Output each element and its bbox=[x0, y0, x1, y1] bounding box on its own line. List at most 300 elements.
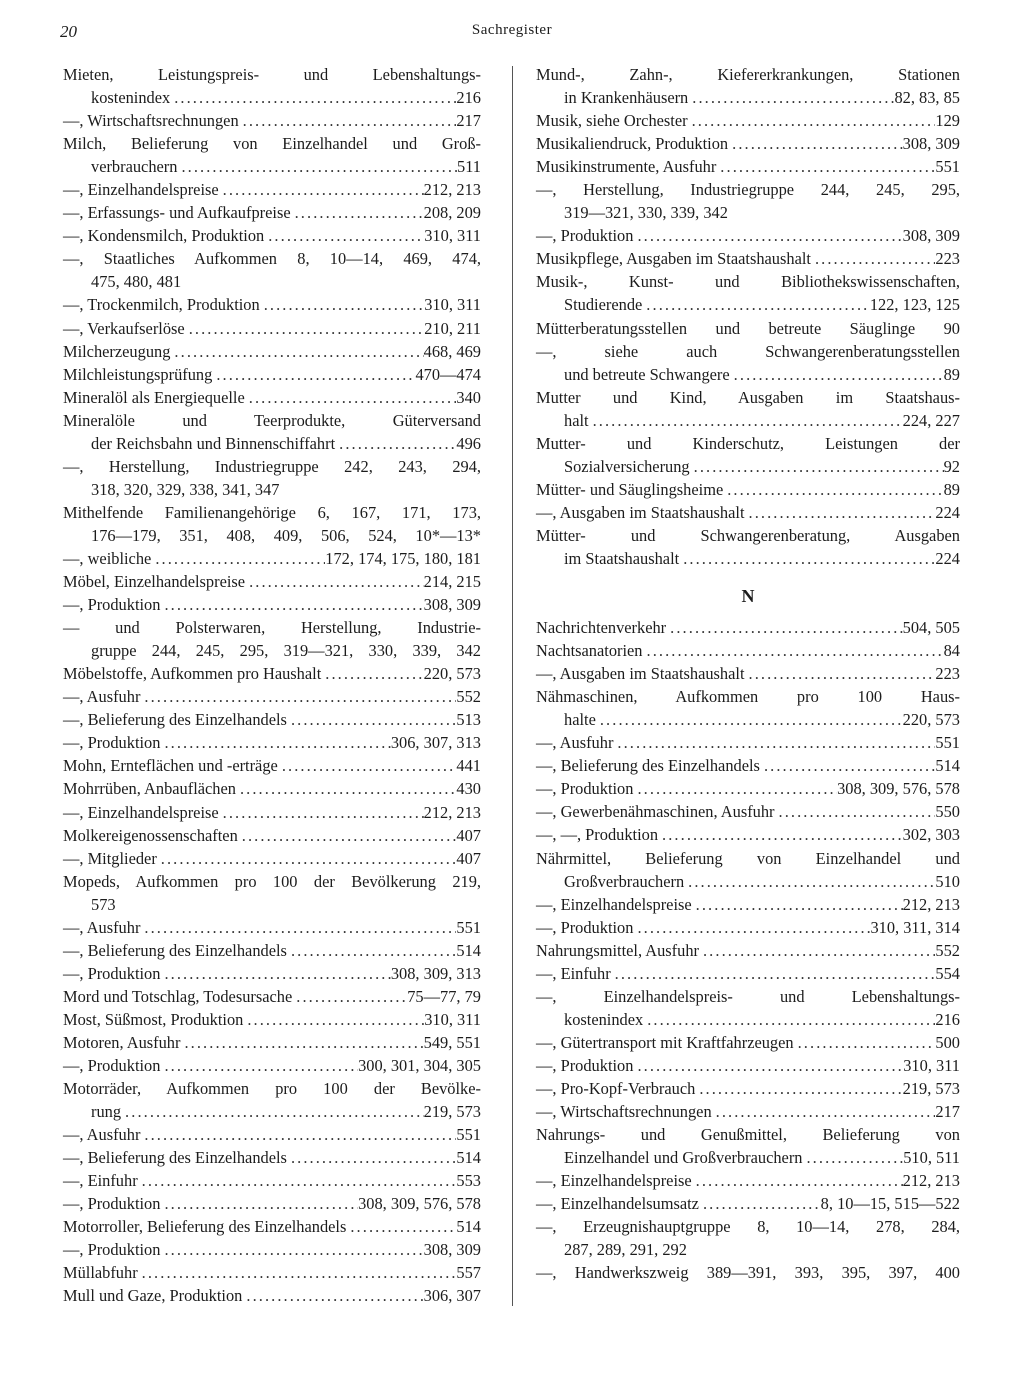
page-reference: 468, 469 bbox=[423, 341, 481, 361]
page-reference: 407 bbox=[456, 825, 481, 845]
index-entry bbox=[63, 1238, 481, 1261]
entry-term: Mütter- und Schwangerenberatung, Ausgaben bbox=[536, 525, 960, 545]
index-line bbox=[536, 939, 960, 962]
entry-term: —, Herstellung, Industriegruppe 244, 245, 295, bbox=[536, 180, 960, 200]
index-line bbox=[536, 524, 960, 547]
dot-leader bbox=[160, 593, 423, 616]
index-entry bbox=[536, 63, 960, 109]
index-line bbox=[63, 1100, 481, 1123]
page-reference: 219, 573 bbox=[423, 1102, 481, 1122]
page-reference: 308, 309, 576, 578 bbox=[837, 779, 960, 799]
entry-term: Mineralöl als Energiequelle bbox=[63, 387, 245, 407]
dot-leader bbox=[160, 962, 390, 985]
index-line bbox=[63, 962, 481, 985]
index-entry bbox=[536, 685, 960, 731]
index-entry bbox=[536, 1031, 960, 1054]
entry-term: Mütter- und Säuglingsheime bbox=[536, 479, 724, 499]
dot-leader bbox=[157, 847, 457, 870]
entry-term: —, siehe auch Schwangerenberatungsstellen bbox=[536, 341, 960, 361]
page-reference: 554 bbox=[935, 963, 960, 983]
entry-term: Mutter- und Kinderschutz, Leistungen der bbox=[536, 433, 960, 453]
index-line bbox=[536, 823, 960, 846]
section-m-continued bbox=[536, 63, 960, 570]
entry-term: 573 bbox=[91, 894, 116, 914]
dot-leader bbox=[802, 1146, 903, 1169]
page-reference: 224 bbox=[935, 548, 960, 568]
index-line bbox=[536, 1077, 960, 1100]
entry-term: —, Einzelhandelspreise bbox=[536, 1171, 692, 1191]
entry-term: —, Produktion bbox=[536, 779, 634, 799]
entry-term: Mull und Gaze, Produktion bbox=[63, 1286, 243, 1306]
index-entry bbox=[536, 524, 960, 570]
dot-leader bbox=[346, 1215, 456, 1238]
page-reference: 510 bbox=[935, 871, 960, 891]
dot-leader bbox=[811, 247, 935, 270]
entry-term: im Staatshaushalt bbox=[564, 548, 680, 568]
entry-term: —, Produktion bbox=[536, 226, 634, 246]
index-entry bbox=[536, 847, 960, 893]
entry-term: Mieten, Leistungspreis- und Lebenshaltungs- bbox=[63, 65, 481, 84]
index-line bbox=[63, 155, 481, 178]
dot-leader bbox=[260, 293, 425, 316]
index-line bbox=[536, 109, 960, 132]
index-entry bbox=[536, 777, 960, 800]
entry-term: Möbel, Einzelhandelspreise bbox=[63, 572, 246, 592]
page-reference: 306, 307, 313 bbox=[390, 733, 481, 753]
index-line bbox=[536, 893, 960, 916]
index-line bbox=[536, 178, 960, 201]
left-column bbox=[63, 63, 481, 1308]
index-line bbox=[63, 1146, 481, 1169]
index-line bbox=[63, 317, 481, 340]
entry-term: Mopeds, Aufkommen pro 100 der Bevölkerung 219, bbox=[63, 871, 481, 891]
index-line bbox=[63, 870, 481, 893]
index-entry bbox=[536, 985, 960, 1031]
page-reference: 504, 505 bbox=[902, 618, 960, 638]
entry-term: Mithelfende Familienangehörige 6, 167, 171, 173, bbox=[63, 502, 481, 522]
entry-term: Milchleistungsprüfung bbox=[63, 364, 213, 384]
dot-leader bbox=[242, 1284, 423, 1307]
dot-leader bbox=[140, 1123, 456, 1146]
entry-term: —, Staatliches Aufkommen 8, 10—14, 469, 474, bbox=[63, 249, 481, 269]
entry-term: der Reichsbahn und Binnenschiffahrt bbox=[91, 433, 336, 453]
index-entry bbox=[536, 916, 960, 939]
index-entry bbox=[536, 432, 960, 478]
index-entry bbox=[63, 132, 481, 178]
entry-term: —, Produktion bbox=[63, 1194, 161, 1214]
index-entry bbox=[63, 847, 481, 870]
entry-term: —, Ausfuhr bbox=[536, 733, 614, 753]
index-entry bbox=[63, 708, 481, 731]
index-line bbox=[536, 1146, 960, 1169]
entry-term: kostenindex bbox=[91, 88, 171, 108]
dot-leader bbox=[160, 1054, 358, 1077]
dot-leader bbox=[278, 754, 457, 777]
index-line bbox=[63, 1077, 481, 1100]
entry-term: —, Produktion bbox=[536, 917, 634, 937]
index-entry bbox=[536, 247, 960, 270]
dot-leader bbox=[140, 916, 456, 939]
index-entry bbox=[63, 570, 481, 593]
page-reference: 223 bbox=[935, 249, 960, 269]
index-entry bbox=[63, 801, 481, 824]
dot-leader bbox=[138, 1261, 457, 1284]
page-reference: 552 bbox=[935, 940, 960, 960]
dot-leader bbox=[695, 1077, 902, 1100]
page-reference: 216 bbox=[456, 88, 481, 108]
index-entry bbox=[63, 754, 481, 777]
index-line bbox=[536, 432, 960, 455]
page-reference: 89 bbox=[943, 479, 960, 499]
entry-term: —, Belieferung des Einzelhandels bbox=[63, 710, 287, 730]
index-line bbox=[63, 247, 481, 270]
index-line bbox=[63, 1192, 481, 1215]
index-line bbox=[63, 685, 481, 708]
page-reference: 514 bbox=[935, 756, 960, 776]
index-line bbox=[536, 201, 960, 224]
index-entry bbox=[63, 777, 481, 800]
entry-term: Mohrrüben, Anbauflächen bbox=[63, 779, 236, 799]
dot-leader bbox=[170, 86, 456, 109]
page-reference: 212, 213 bbox=[902, 894, 960, 914]
index-entry bbox=[63, 962, 481, 985]
entry-term: —, Pro-Kopf-Verbrauch bbox=[536, 1078, 696, 1098]
entry-term: —, Einzelhandelspreis- und Lebenshaltungs- bbox=[536, 986, 960, 1006]
entry-term: Mord und Totschlag, Todesursache bbox=[63, 986, 293, 1006]
entry-term: rung bbox=[91, 1102, 122, 1122]
index-line bbox=[536, 1008, 960, 1031]
index-line bbox=[536, 1238, 960, 1261]
dot-leader bbox=[699, 939, 935, 962]
index-line bbox=[63, 708, 481, 731]
index-entry bbox=[63, 1077, 481, 1123]
dot-leader bbox=[745, 501, 936, 524]
index-line bbox=[63, 662, 481, 685]
entry-term: 176—179, 351, 408, 409, 506, 524, 10*—13* bbox=[91, 525, 481, 545]
index-entry bbox=[536, 662, 960, 685]
entry-term: —, Einfuhr bbox=[536, 963, 611, 983]
page-number: 20 bbox=[60, 22, 77, 41]
page-reference: 216 bbox=[935, 1009, 960, 1029]
page-reference: 514 bbox=[456, 1148, 481, 1168]
dot-leader bbox=[335, 432, 456, 455]
entry-term: —, Belieferung des Einzelhandels bbox=[536, 756, 760, 776]
page-reference: 300, 301, 304, 305 bbox=[358, 1056, 481, 1076]
dot-leader bbox=[589, 409, 903, 432]
index-line bbox=[63, 1215, 481, 1238]
page-reference: 308, 309 bbox=[423, 1240, 481, 1260]
page-reference: 214, 215 bbox=[423, 572, 481, 592]
index-line bbox=[63, 639, 481, 662]
index-line bbox=[63, 132, 481, 155]
dot-leader bbox=[643, 639, 944, 662]
index-entry bbox=[536, 1100, 960, 1123]
index-line bbox=[536, 1054, 960, 1077]
dot-leader bbox=[180, 1031, 423, 1054]
page-reference: 308, 309 bbox=[902, 226, 960, 246]
dot-leader bbox=[212, 363, 415, 386]
index-entry bbox=[536, 317, 960, 340]
page-reference: 310, 311 bbox=[424, 295, 481, 315]
index-line bbox=[536, 340, 960, 363]
entry-term: —, Wirtschaftsrechnungen bbox=[536, 1102, 712, 1122]
index-line bbox=[536, 708, 960, 731]
dot-leader bbox=[264, 224, 424, 247]
page-reference: 129 bbox=[935, 111, 960, 131]
entry-term: Mutter und Kind, Ausgaben im Staatshaus- bbox=[536, 387, 960, 407]
index-line bbox=[536, 870, 960, 893]
page-reference: 510, 511 bbox=[903, 1148, 960, 1168]
index-entry bbox=[536, 155, 960, 178]
dot-leader bbox=[633, 916, 870, 939]
dot-leader bbox=[219, 801, 424, 824]
index-entry bbox=[63, 593, 481, 616]
entry-term: —, Einzelhandelspreise bbox=[63, 180, 219, 200]
page-reference: 220, 573 bbox=[423, 664, 481, 684]
index-line bbox=[536, 985, 960, 1008]
dot-leader bbox=[291, 201, 424, 224]
page-reference: 210, 211 bbox=[424, 318, 481, 338]
index-entry bbox=[63, 985, 481, 1008]
index-line bbox=[63, 985, 481, 1008]
index-entry bbox=[63, 1169, 481, 1192]
entry-term: Musikpflege, Ausgaben im Staatshaushalt bbox=[536, 249, 811, 269]
page-reference: 557 bbox=[456, 1263, 481, 1283]
dot-leader bbox=[160, 731, 390, 754]
index-line bbox=[536, 1215, 960, 1238]
running-head: Sachregister bbox=[471, 22, 553, 38]
entry-term: 319—321, 330, 339, 342 bbox=[564, 203, 728, 223]
index-entry bbox=[536, 501, 960, 524]
dot-leader bbox=[596, 708, 903, 731]
dot-leader bbox=[177, 155, 457, 178]
index-entry bbox=[63, 870, 481, 916]
index-entry bbox=[536, 893, 960, 916]
index-entry bbox=[63, 824, 481, 847]
index-entry bbox=[63, 1192, 481, 1215]
index-entry bbox=[63, 916, 481, 939]
index-entry bbox=[536, 1261, 960, 1284]
index-line bbox=[63, 847, 481, 870]
index-line bbox=[63, 893, 481, 916]
dot-leader bbox=[185, 317, 425, 340]
index-line bbox=[63, 270, 481, 293]
index-line bbox=[63, 1238, 481, 1261]
index-entry bbox=[63, 547, 481, 570]
page-reference: 82, 83, 85 bbox=[894, 88, 960, 108]
entry-term: Motorräder, Aufkommen pro 100 der Bevölke- bbox=[63, 1079, 481, 1099]
page-reference: 549, 551 bbox=[423, 1032, 481, 1052]
entry-term: Most, Süßmost, Produktion bbox=[63, 1009, 244, 1029]
index-entry bbox=[63, 1215, 481, 1238]
entry-term: Sozialversicherung bbox=[564, 456, 690, 476]
index-line bbox=[536, 63, 960, 86]
dot-leader bbox=[728, 132, 903, 155]
dot-leader bbox=[730, 363, 944, 386]
index-entry bbox=[536, 270, 960, 316]
page-reference: 552 bbox=[456, 687, 481, 707]
dot-leader bbox=[679, 547, 935, 570]
page-reference: 470—474 bbox=[415, 364, 481, 384]
dot-leader bbox=[684, 870, 935, 893]
entry-term: —, weibliche bbox=[63, 548, 152, 568]
index-line bbox=[536, 731, 960, 754]
index-entry bbox=[536, 224, 960, 247]
entry-term: Motorroller, Belieferung des Einzelhandels bbox=[63, 1217, 347, 1237]
entry-term: in Krankenhäusern bbox=[564, 88, 689, 108]
right-column bbox=[536, 63, 960, 1284]
page-reference: 310, 311 bbox=[903, 1055, 960, 1075]
page-reference: 219, 573 bbox=[902, 1078, 960, 1098]
index-entry bbox=[536, 1123, 960, 1169]
dot-leader bbox=[321, 662, 423, 685]
index-line bbox=[63, 201, 481, 224]
index-entry bbox=[536, 132, 960, 155]
page-reference: 223 bbox=[935, 664, 960, 684]
dot-leader bbox=[287, 708, 456, 731]
dot-leader bbox=[287, 939, 456, 962]
dot-leader bbox=[160, 1192, 358, 1215]
index-entry bbox=[63, 616, 481, 662]
index-line bbox=[63, 754, 481, 777]
index-line bbox=[536, 317, 960, 340]
page-reference: 511 bbox=[457, 157, 481, 177]
index-line bbox=[536, 616, 960, 639]
index-entry bbox=[536, 731, 960, 754]
page-reference: 75—77, 79 bbox=[407, 986, 481, 1006]
index-entry bbox=[63, 247, 481, 293]
index-line bbox=[63, 363, 481, 386]
entry-term: —, Einfuhr bbox=[63, 1171, 138, 1191]
entry-term: — und Polsterwaren, Herstellung, Industrie- bbox=[63, 618, 481, 638]
page-reference: 92 bbox=[943, 456, 960, 476]
index-entry bbox=[536, 386, 960, 432]
index-entry bbox=[536, 1077, 960, 1100]
index-line bbox=[63, 178, 481, 201]
entry-term: —, Produktion bbox=[63, 733, 161, 753]
index-line bbox=[536, 547, 960, 570]
index-entry bbox=[536, 340, 960, 386]
page-reference: 308, 309, 576, 578 bbox=[358, 1194, 481, 1214]
dot-leader bbox=[170, 340, 423, 363]
index-entry bbox=[63, 1146, 481, 1169]
index-line bbox=[63, 801, 481, 824]
index-line bbox=[63, 916, 481, 939]
index-line bbox=[63, 570, 481, 593]
page-reference: 496 bbox=[456, 433, 481, 453]
page-reference: 89 bbox=[943, 364, 960, 384]
entry-term: gruppe 244, 245, 295, 319—321, 330, 339, 342 bbox=[91, 641, 481, 661]
dot-leader bbox=[643, 1008, 935, 1031]
page-reference: 407 bbox=[456, 848, 481, 868]
index-line bbox=[63, 616, 481, 639]
entry-term: Nährmittel, Belieferung von Einzelhandel und bbox=[536, 848, 960, 868]
index-line bbox=[536, 155, 960, 178]
page-reference: 310, 311 bbox=[424, 226, 481, 246]
entry-term: —, Belieferung des Einzelhandels bbox=[63, 1148, 287, 1168]
index-line bbox=[536, 132, 960, 155]
dot-leader bbox=[688, 109, 936, 132]
entry-term: Molkereigenossenschaften bbox=[63, 825, 238, 845]
page-reference: 306, 307 bbox=[423, 1286, 481, 1306]
dot-leader bbox=[760, 754, 935, 777]
entry-term: Mohn, Ernteflächen und -erträge bbox=[63, 756, 278, 776]
index-entry bbox=[63, 1054, 481, 1077]
dot-leader bbox=[151, 547, 325, 570]
dot-leader bbox=[138, 1169, 457, 1192]
entry-term: —, Produktion bbox=[63, 1056, 161, 1076]
entry-term: Musik-, Kunst- und Bibliothekswissenschaften, bbox=[536, 272, 960, 292]
dot-leader bbox=[219, 178, 424, 201]
index-line bbox=[63, 824, 481, 847]
index-entry bbox=[63, 662, 481, 685]
dot-leader bbox=[245, 570, 424, 593]
dot-leader bbox=[611, 962, 936, 985]
page-reference: 220, 573 bbox=[902, 710, 960, 730]
index-entry bbox=[63, 939, 481, 962]
entry-term: —, Erfassungs- und Aufkaufpreise bbox=[63, 203, 291, 223]
dot-leader bbox=[238, 824, 457, 847]
entry-term: 475, 480, 481 bbox=[91, 272, 182, 292]
page-reference: 84 bbox=[943, 641, 960, 661]
page-reference: 310, 311 bbox=[424, 1009, 481, 1029]
dot-leader bbox=[658, 823, 903, 846]
entry-term: —, Ausgaben im Staatshaushalt bbox=[536, 664, 745, 684]
dot-leader bbox=[121, 1100, 424, 1123]
dot-leader bbox=[245, 386, 457, 409]
index-line bbox=[536, 916, 960, 939]
index-entry bbox=[63, 409, 481, 455]
page-reference: 212, 213 bbox=[902, 1171, 960, 1191]
index-entry bbox=[536, 616, 960, 639]
entry-term: —, Produktion bbox=[63, 1240, 161, 1260]
index-entry bbox=[536, 1054, 960, 1077]
index-entry bbox=[536, 478, 960, 501]
dot-leader bbox=[642, 293, 870, 316]
index-line bbox=[536, 1031, 960, 1054]
entry-term: —, Gütertransport mit Kraftfahrzeugen bbox=[536, 1032, 794, 1052]
index-line bbox=[536, 962, 960, 985]
index-entry bbox=[63, 363, 481, 386]
entry-term: —, Ausgaben im Staatshaushalt bbox=[536, 502, 745, 522]
index-entry bbox=[63, 1123, 481, 1146]
page-reference: 308, 309, 313 bbox=[390, 963, 481, 983]
index-line bbox=[536, 386, 960, 409]
index-line bbox=[536, 501, 960, 524]
index-entry bbox=[536, 1169, 960, 1192]
page-reference: 551 bbox=[456, 917, 481, 937]
page-reference: 172, 174, 175, 180, 181 bbox=[325, 548, 481, 568]
entry-term: Mineralöle und Teerprodukte, Güterversand bbox=[63, 410, 481, 430]
page-reference: 224 bbox=[935, 502, 960, 522]
index-entry bbox=[63, 178, 481, 201]
dot-leader bbox=[292, 985, 407, 1008]
entry-term: —, Trockenmilch, Produktion bbox=[63, 295, 260, 315]
page-reference: 212, 213 bbox=[423, 180, 481, 200]
entry-term: Einzelhandel und Großverbrauchern bbox=[564, 1148, 803, 1168]
entry-term: —, Produktion bbox=[63, 963, 161, 983]
dot-leader bbox=[633, 777, 837, 800]
index-entry bbox=[63, 293, 481, 316]
index-entry bbox=[63, 386, 481, 409]
entry-term: —, Gewerbenähmaschinen, Ausfuhr bbox=[536, 802, 775, 822]
index-line bbox=[536, 800, 960, 823]
index-line bbox=[63, 455, 481, 478]
dot-leader bbox=[613, 731, 935, 754]
page-reference: 308, 309 bbox=[902, 134, 960, 154]
index-line bbox=[63, 63, 481, 86]
index-entry bbox=[63, 501, 481, 547]
